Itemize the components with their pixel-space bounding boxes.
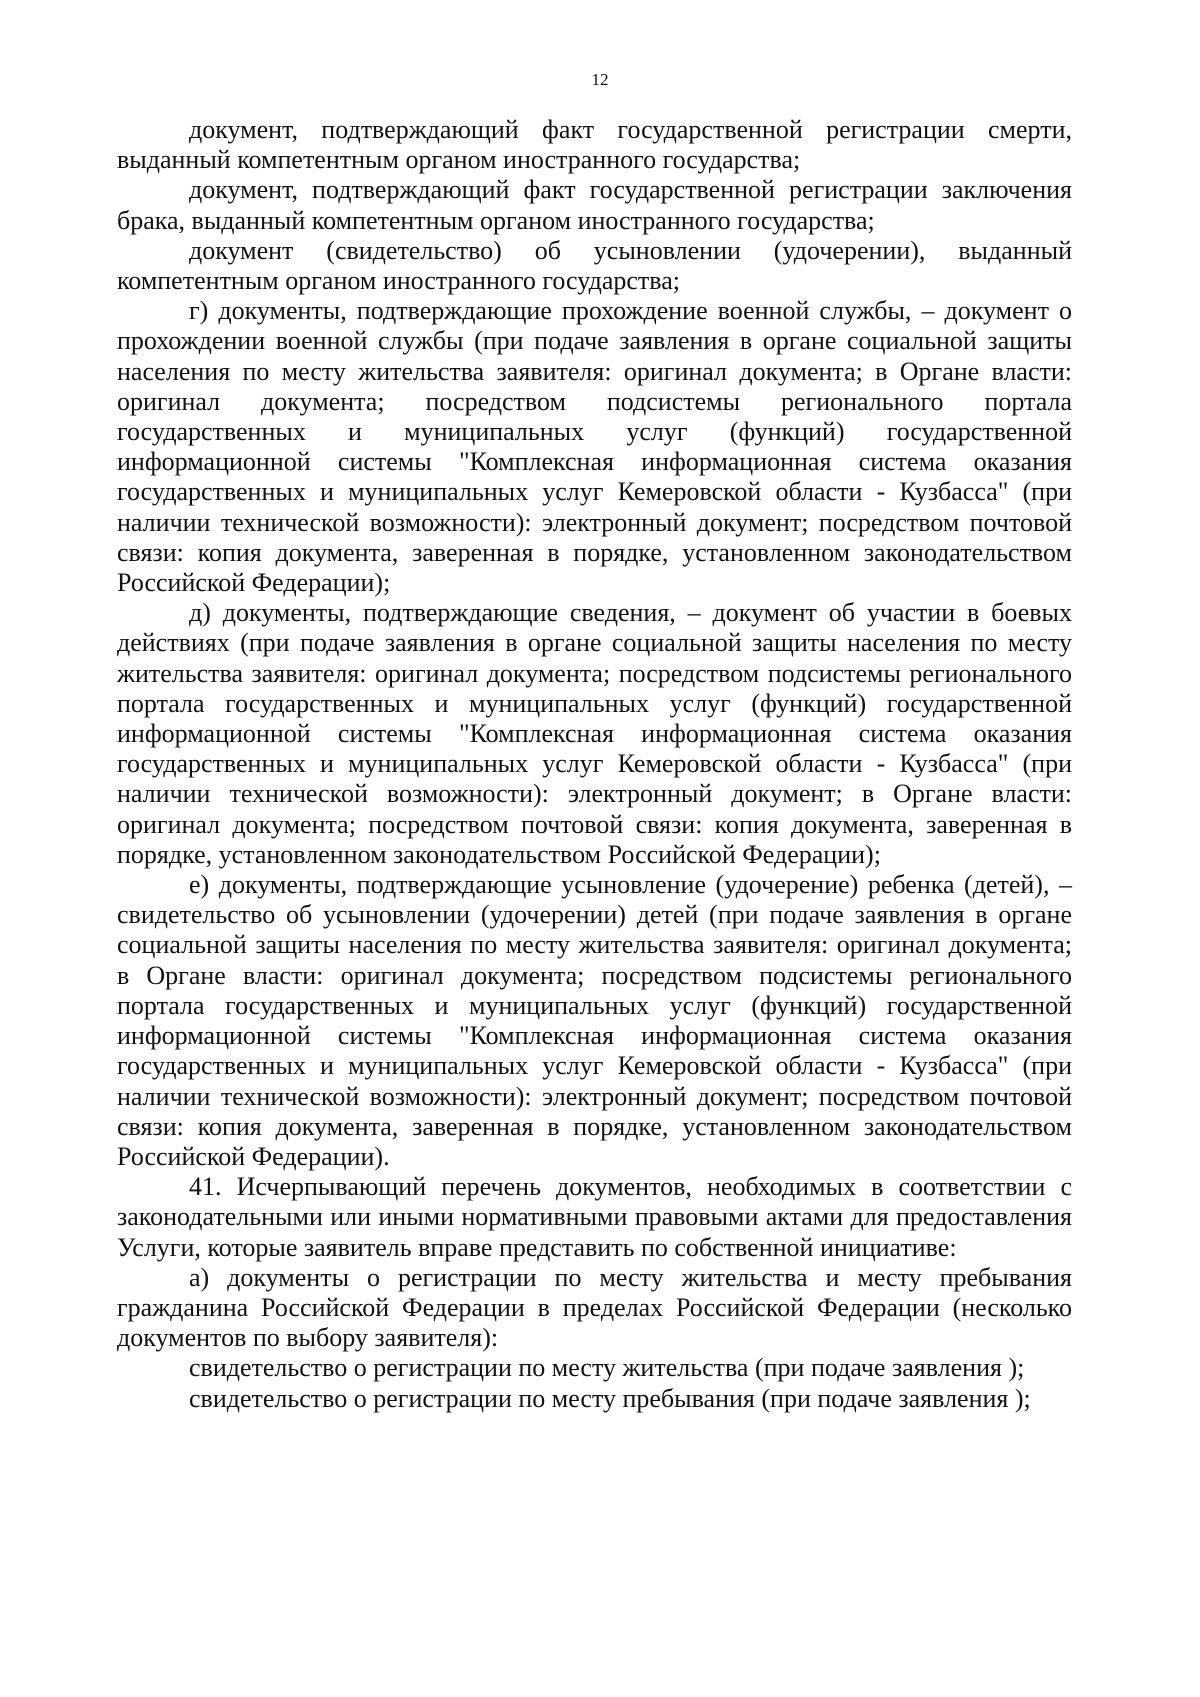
paragraph-residence-registration-certificate: свидетельство о регистрации по месту жительства (при подаче заявления ); (189, 1353, 1025, 1383)
paragraph-41-document-list: 41. Исчерпывающий перечень документов, необходимых в соответствии с законодательными или иными нормативными правовыми актами для предоставления Услуги, которые заявитель вправе представить по собственной инициативе: (117, 1172, 1072, 1262)
paragraph-stay-registration-certificate: свидетельство о регистрации по месту пребывания (при подаче заявления ); (189, 1383, 1031, 1413)
paragraph-death-registration-document: документ, подтверждающий факт государственной регистрации смерти, выданный компетентным органом иностранного государства; (117, 115, 1072, 175)
document-body (117, 115, 1072, 1414)
page-number: 12 (591, 70, 609, 89)
paragraph-marriage-registration-document: документ, подтверждающий факт государственной регистрации заключения брака, выданный компетентным органом иностранного государства; (117, 175, 1072, 235)
paragraph-item-d-combat-participation: д) документы, подтверждающие сведения, – документ об участии в боевых действиях (при подаче заявления в органе социальной защиты населения по месту жительства заявителя: оригинал документа; посредством подсистемы регионального портала государственных и муниципальных услуг (функций) государственной информационной системы "Комплексная информационная система оказания государственных и муниципальных услуг Кемеровской области - Кузбасса" (при наличии технической возможности): электронный документ; в Органе власти: оригинал документа; посредством почтовой связи: копия документа, заверенная в порядке, установленном законодательством Российской Федерации); (117, 598, 1072, 869)
paragraph-adoption-certificate-foreign: документ (свидетельство) об усыновлении (удочерении), выданный компетентным органом иностранного государства; (117, 235, 1072, 296)
paragraph-item-g-military-service: г) документы, подтверждающие прохождение военной службы, – документ о прохождении военной службы (при подаче заявления в органе социальной защиты населения по месту жительства заявителя: оригинал документа; в Органе власти: оригинал документа; посредством подсистемы регионального портала государственных и муниципальных услуг (функций) государственной информационной системы "Комплексная информационная система оказания государственных и муниципальных услуг Кемеровской области - Кузбасса" (при наличии технической возможности): электронный документ; посредством почтовой связи: копия документа, заверенная в порядке, установленном законодательством Российской Федерации); (117, 296, 1072, 598)
paragraph-item-e-adoption-documents: е) документы, подтверждающие усыновление (удочерение) ребенка (детей), – свидетельство об усыновлении (удочерении) детей (при подаче заявления в органе социальной защиты населения по месту жительства заявителя: оригинал документа; в Органе власти: оригинал документа; посредством подсистемы регионального портала государственных и муниципальных услуг (функций) государственной информационной системы "Комплексная информационная система оказания государственных и муниципальных услуг Кемеровской области - Кузбасса" (при наличии технической возможности): электронный документ; посредством почтовой связи: копия документа, заверенная в порядке, установленном законодательством Российской Федерации). (117, 870, 1072, 1171)
paragraph-item-a-registration-documents: а) документы о регистрации по месту жительства и месту пребывания гражданина Российской Федерации в пределах Российской Федерации (несколько документов по выбору заявителя): (117, 1262, 1072, 1353)
